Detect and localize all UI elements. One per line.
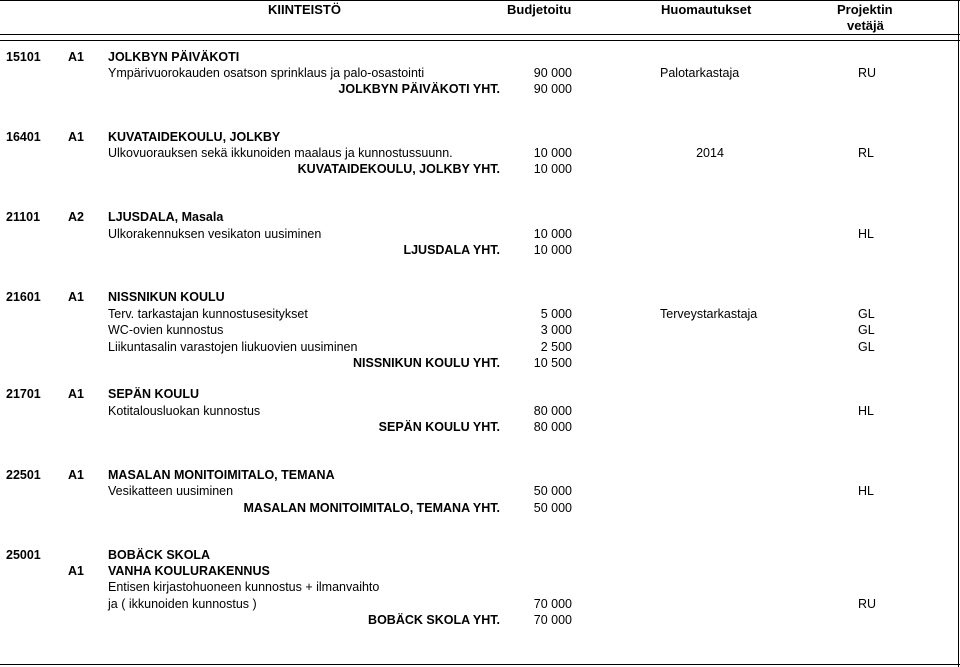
property-name: MASALAN MONITOIMITALO, TEMANA [108,468,335,482]
work-description: Ulkorakennuksen vesikaton uusiminen [108,227,322,241]
header-notes: Huomautukset [661,2,752,17]
budget-amount: 10 000 [533,146,572,160]
property-name: JOLKBYN PÄIVÄKOTI [108,50,240,64]
total-amount: 10 000 [533,243,572,257]
total-amount: 10 500 [533,356,572,370]
total-amount: 80 000 [533,420,572,434]
project-manager: GL [858,340,875,354]
header-property: KIINTEISTÖ [268,2,341,17]
budget-amount: 10 000 [533,227,572,241]
property-name: VANHA KOULURAKENNUS [108,564,270,578]
property-class: A1 [68,290,84,304]
total-label: NISSNIKUN KOULU YHT. [352,356,500,370]
project-manager: RU [858,66,877,80]
header-manager-line2: vetäjä [847,18,884,33]
row-separator [0,40,960,41]
work-description: Ulkovuorauksen sekä ikkunoiden maalaus ja kunnostussuunn. [108,146,453,160]
property-class: A1 [68,130,84,144]
note-year: 2014 [696,146,724,160]
work-description: Kotitalousluokan kunnostus [108,404,261,418]
property-code: 21601 [6,290,41,304]
project-manager: GL [858,323,875,337]
work-description: Liikuntasalin varastojen liukuovien uusiminen [108,340,358,354]
total-amount: 70 000 [533,613,572,627]
work-description: Entisen kirjastohuoneen kunnostus + ilmanvaihto [108,580,380,594]
work-description: Ympärivuorokauden osatson sprinklaus ja palo-osastointi [108,66,425,80]
work-description: ja ( ikkunoiden kunnostus ) [108,597,257,611]
row-separator [0,664,960,665]
project-manager: GL [858,307,875,321]
header-manager-line1: Projektin [837,2,893,17]
sheet-right-border [958,0,959,667]
project-manager: RL [858,146,874,160]
property-class: A1 [68,564,84,578]
project-manager: HL [858,484,874,498]
project-manager: RU [858,597,877,611]
budget-amount: 5 000 [540,307,572,321]
total-label: LJUSDALA YHT. [403,243,500,257]
property-code: 21101 [6,210,41,224]
property-name: KUVATAIDEKOULU, JOLKBY [108,130,281,144]
total-label: MASALAN MONITOIMITALO, TEMANA YHT. [243,501,500,515]
property-name: LJUSDALA, Masala [108,210,224,224]
total-label: JOLKBYN PÄIVÄKOTI YHT. [338,82,500,96]
work-description: Terv. tarkastajan kunnostusesitykset [108,307,308,321]
property-class: A1 [68,50,84,64]
property-code: 15101 [6,50,41,64]
work-description: Vesikatteen uusiminen [108,484,234,498]
budget-amount: 70 000 [533,597,572,611]
property-name: BOBÄCK SKOLA [108,548,211,562]
property-name: NISSNIKUN KOULU [108,290,225,304]
budget-amount: 3 000 [540,323,572,337]
property-code: 21701 [6,387,41,401]
property-code: 22501 [6,468,41,482]
project-manager: HL [858,227,874,241]
budget-amount: 50 000 [533,484,572,498]
note-text: Palotarkastaja [660,66,740,80]
project-manager: HL [858,404,874,418]
total-label: KUVATAIDEKOULU, JOLKBY YHT. [297,162,500,176]
note-text: Terveystarkastaja [660,307,758,321]
total-amount: 90 000 [533,82,572,96]
property-code: 25001 [6,548,41,562]
property-class: A1 [68,387,84,401]
property-class: A2 [68,210,84,224]
row-separator [0,0,960,1]
property-class: A1 [68,468,84,482]
total-amount: 50 000 [533,501,572,515]
property-code: 16401 [6,130,41,144]
property-name: SEPÄN KOULU [108,387,199,401]
budget-amount: 80 000 [533,404,572,418]
total-label: SEPÄN KOULU YHT. [378,420,500,434]
budget-amount: 2 500 [540,340,572,354]
total-amount: 10 000 [533,162,572,176]
budget-amount: 90 000 [533,66,572,80]
row-separator [0,34,960,35]
header-budget: Budjetoitu [507,2,572,17]
total-label: BOBÄCK SKOLA YHT. [368,613,500,627]
work-description: WC-ovien kunnostus [108,323,224,337]
